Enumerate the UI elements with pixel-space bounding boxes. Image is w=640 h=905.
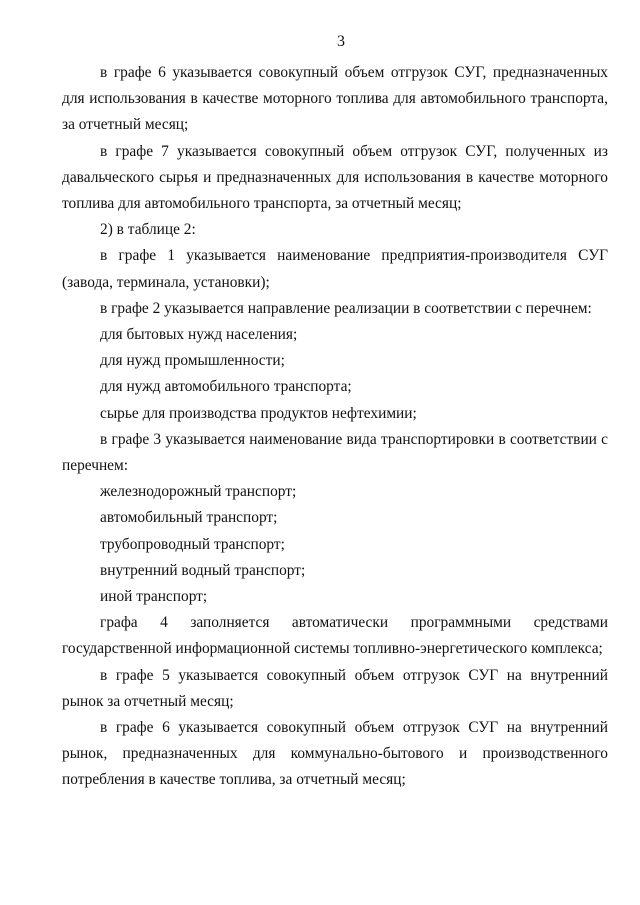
list-item-industry: для нужд промышленности;	[100, 352, 285, 370]
paragraph-graph-4: графа 4 заполняется автоматически программными средствами государственной информационной системы топливно-энергетического комплекса;	[62, 614, 608, 658]
paragraph-graph-3: в графе 3 указывается наименование вида транспортировки в соответствии с перечнем:	[62, 430, 608, 475]
list-item-other-transport: иной транспорт;	[100, 588, 208, 606]
list-item-household: для бытовых нужд населения;	[100, 326, 298, 344]
list-item-road: автомобильный транспорт;	[100, 509, 278, 527]
paragraph-graph-6-table-2: в графе 6 указывается совокупный объем отгрузок СУГ на внутренний рынок, предназначенных для коммунально-бытового и производственного потребления в качестве топлива, за отчетный месяц;	[62, 719, 608, 789]
paragraph-graph-5: в графе 5 указывается совокупный объем отгрузок СУГ на внутренний рынок за отчетный месяц;	[62, 666, 608, 710]
paragraph-table-2-heading: 2) в таблице 2:	[100, 221, 196, 239]
list-item-motor-transport: для нужд автомобильного транспорта;	[100, 378, 352, 396]
list-item-inland-water: внутренний водный транспорт;	[100, 561, 306, 579]
paragraph-graph-2: в графе 2 указывается направление реализации в соответствии с перечнем:	[100, 299, 592, 317]
page-number: 3	[337, 33, 345, 50]
paragraph-graph-1: в графе 1 указывается наименование предприятия-производителя СУГ (завода, терминала, установки);	[62, 247, 608, 291]
paragraph-graph-6-table-1: в графе 6 указывается совокупный объем отгрузок СУГ, предназначенных для использования в качестве моторного топлива для автомобильного транспорта, за отчетный месяц;	[62, 64, 608, 134]
list-item-railway: железнодорожный транспорт;	[100, 483, 297, 501]
paragraph-graph-7-table-1: в графе 7 указывается совокупный объем отгрузок СУГ, полученных из давальческого сырья и предназначенных для использования в качестве моторного топлива для автомобильного транспорта, за отчетный месяц;	[62, 142, 608, 213]
list-item-pipeline: трубопроводный транспорт;	[100, 535, 285, 553]
list-item-petrochemistry: сырье для производства продуктов нефтехимии;	[100, 404, 417, 422]
